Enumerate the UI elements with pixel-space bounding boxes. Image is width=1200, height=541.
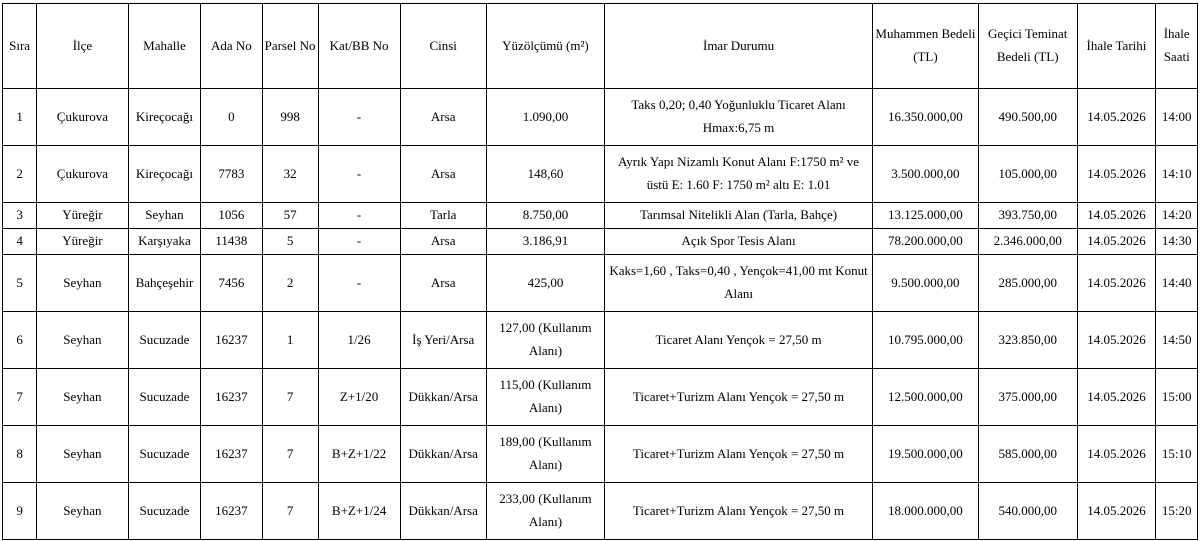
- cell-parsel-no: 7: [262, 426, 318, 483]
- cell-ada-no: 16237: [201, 369, 262, 426]
- cell-ada-no: 0: [201, 89, 262, 146]
- cell-sira: 6: [3, 312, 37, 369]
- cell-imar-durumu: Ticaret+Turizm Alanı Yençok = 27,50 m: [605, 426, 873, 483]
- cell-parsel-no: 7: [262, 369, 318, 426]
- table-row: [3, 312, 1198, 369]
- cell-ihale-saati: 14:00: [1156, 89, 1198, 146]
- cell-yuzolcumu: 1.090,00: [486, 89, 604, 146]
- cell-mahalle: Sucuzade: [128, 483, 201, 540]
- cell-kat-bb-no: Z+1/20: [318, 369, 400, 426]
- cell-imar-durumu: Açık Spor Tesis Alanı: [605, 229, 873, 255]
- cell-kat-bb-no: -: [318, 255, 400, 312]
- cell-cinsi: Dükkan/Arsa: [400, 483, 486, 540]
- cell-ihale-saati: 15:10: [1156, 426, 1198, 483]
- cell-ilce: Çukurova: [37, 89, 128, 146]
- cell-imar-durumu: Tarımsal Nitelikli Alan (Tarla, Bahçe): [605, 203, 873, 229]
- table-row: [3, 369, 1198, 426]
- cell-parsel-no: 1: [262, 312, 318, 369]
- cell-gecici-teminat: 375.000,00: [978, 369, 1077, 426]
- cell-ada-no: 1056: [201, 203, 262, 229]
- table-row: [3, 229, 1198, 255]
- cell-ilce: Seyhan: [37, 483, 128, 540]
- col-header-ihale-tarihi: İhale Tarihi: [1077, 4, 1156, 89]
- cell-ihale-saati: 14:40: [1156, 255, 1198, 312]
- cell-parsel-no: 2: [262, 255, 318, 312]
- cell-parsel-no: 5: [262, 229, 318, 255]
- cell-ada-no: 16237: [201, 483, 262, 540]
- cell-ihale-saati: 15:20: [1156, 483, 1198, 540]
- cell-yuzolcumu: 3.186,91: [486, 229, 604, 255]
- cell-yuzolcumu: 148,60: [486, 146, 604, 203]
- cell-ilce: Yüreğir: [37, 229, 128, 255]
- cell-yuzolcumu: 233,00 (Kullanım Alanı): [486, 483, 604, 540]
- table-row: [3, 89, 1198, 146]
- col-header-parsel-no: Parsel No: [262, 4, 318, 89]
- cell-gecici-teminat: 540.000,00: [978, 483, 1077, 540]
- cell-cinsi: İş Yeri/Arsa: [400, 312, 486, 369]
- cell-ihale-tarihi: 14.05.2026: [1077, 89, 1156, 146]
- cell-ihale-tarihi: 14.05.2026: [1077, 426, 1156, 483]
- cell-yuzolcumu: 8.750,00: [486, 203, 604, 229]
- cell-sira: 1: [3, 89, 37, 146]
- cell-ihale-saati: 14:20: [1156, 203, 1198, 229]
- cell-cinsi: Arsa: [400, 255, 486, 312]
- cell-gecici-teminat: 105.000,00: [978, 146, 1077, 203]
- cell-ada-no: 11438: [201, 229, 262, 255]
- cell-ihale-saati: 14:50: [1156, 312, 1198, 369]
- col-header-imar-durumu: İmar Durumu: [605, 4, 873, 89]
- cell-imar-durumu: Ayrık Yapı Nizamlı Konut Alanı F:1750 m² ve üstü E: 1.60 F: 1750 m² altı E: 1.01: [605, 146, 873, 203]
- cell-muhammen-bedeli: 16.350.000,00: [872, 89, 978, 146]
- cell-mahalle: Kireçocağı: [128, 89, 201, 146]
- cell-ada-no: 16237: [201, 312, 262, 369]
- cell-sira: 3: [3, 203, 37, 229]
- col-header-mahalle: Mahalle: [128, 4, 201, 89]
- cell-muhammen-bedeli: 19.500.000,00: [872, 426, 978, 483]
- cell-mahalle: Bahçeşehir: [128, 255, 201, 312]
- cell-mahalle: Sucuzade: [128, 369, 201, 426]
- table-row: [3, 483, 1198, 540]
- cell-cinsi: Dükkan/Arsa: [400, 369, 486, 426]
- cell-ihale-tarihi: 14.05.2026: [1077, 203, 1156, 229]
- cell-parsel-no: 7: [262, 483, 318, 540]
- cell-kat-bb-no: -: [318, 146, 400, 203]
- cell-ilce: Seyhan: [37, 426, 128, 483]
- cell-sira: 5: [3, 255, 37, 312]
- cell-sira: 2: [3, 146, 37, 203]
- cell-ihale-tarihi: 14.05.2026: [1077, 369, 1156, 426]
- cell-ihale-tarihi: 14.05.2026: [1077, 312, 1156, 369]
- cell-ada-no: 7456: [201, 255, 262, 312]
- cell-ada-no: 16237: [201, 426, 262, 483]
- col-header-muhammen-bedeli: Muhammen Bedeli (TL): [872, 4, 978, 89]
- cell-muhammen-bedeli: 10.795.000,00: [872, 312, 978, 369]
- cell-kat-bb-no: B+Z+1/22: [318, 426, 400, 483]
- cell-muhammen-bedeli: 78.200.000,00: [872, 229, 978, 255]
- cell-kat-bb-no: -: [318, 89, 400, 146]
- cell-parsel-no: 998: [262, 89, 318, 146]
- cell-gecici-teminat: 393.750,00: [978, 203, 1077, 229]
- cell-mahalle: Sucuzade: [128, 426, 201, 483]
- cell-gecici-teminat: 323.850,00: [978, 312, 1077, 369]
- cell-mahalle: Sucuzade: [128, 312, 201, 369]
- cell-ihale-tarihi: 14.05.2026: [1077, 146, 1156, 203]
- cell-muhammen-bedeli: 18.000.000,00: [872, 483, 978, 540]
- col-header-ada-no: Ada No: [201, 4, 262, 89]
- cell-cinsi: Arsa: [400, 229, 486, 255]
- col-header-ilce: İlçe: [37, 4, 128, 89]
- col-header-cinsi: Cinsi: [400, 4, 486, 89]
- cell-gecici-teminat: 285.000,00: [978, 255, 1077, 312]
- cell-ihale-tarihi: 14.05.2026: [1077, 483, 1156, 540]
- cell-parsel-no: 57: [262, 203, 318, 229]
- cell-muhammen-bedeli: 3.500.000,00: [872, 146, 978, 203]
- cell-cinsi: Dükkan/Arsa: [400, 426, 486, 483]
- col-header-ihale-saati: İhale Saati: [1156, 4, 1198, 89]
- cell-ilce: Seyhan: [37, 312, 128, 369]
- cell-sira: 4: [3, 229, 37, 255]
- auction-table: [2, 3, 1198, 540]
- cell-imar-durumu: Ticaret+Turizm Alanı Yençok = 27,50 m: [605, 369, 873, 426]
- col-header-sira: Sıra: [3, 4, 37, 89]
- cell-sira: 7: [3, 369, 37, 426]
- cell-yuzolcumu: 425,00: [486, 255, 604, 312]
- table-row: [3, 255, 1198, 312]
- cell-ihale-saati: 14:30: [1156, 229, 1198, 255]
- cell-ihale-saati: 14:10: [1156, 146, 1198, 203]
- cell-kat-bb-no: -: [318, 229, 400, 255]
- cell-ihale-saati: 15:00: [1156, 369, 1198, 426]
- col-header-gecici-teminat: Geçici Teminat Bedeli (TL): [978, 4, 1077, 89]
- header-row: [3, 4, 1198, 89]
- cell-muhammen-bedeli: 12.500.000,00: [872, 369, 978, 426]
- cell-muhammen-bedeli: 9.500.000,00: [872, 255, 978, 312]
- cell-mahalle: Kireçocağı: [128, 146, 201, 203]
- col-header-kat-bb-no: Kat/BB No: [318, 4, 400, 89]
- cell-gecici-teminat: 585.000,00: [978, 426, 1077, 483]
- cell-muhammen-bedeli: 13.125.000,00: [872, 203, 978, 229]
- table-row: [3, 146, 1198, 203]
- cell-ilce: Yüreğir: [37, 203, 128, 229]
- cell-gecici-teminat: 2.346.000,00: [978, 229, 1077, 255]
- cell-kat-bb-no: 1/26: [318, 312, 400, 369]
- cell-imar-durumu: Kaks=1,60 , Taks=0,40 , Yençok=41,00 mt Konut Alanı: [605, 255, 873, 312]
- cell-yuzolcumu: 115,00 (Kullanım Alanı): [486, 369, 604, 426]
- cell-cinsi: Arsa: [400, 146, 486, 203]
- cell-ilce: Çukurova: [37, 146, 128, 203]
- cell-mahalle: Seyhan: [128, 203, 201, 229]
- cell-yuzolcumu: 189,00 (Kullanım Alanı): [486, 426, 604, 483]
- cell-cinsi: Tarla: [400, 203, 486, 229]
- cell-parsel-no: 32: [262, 146, 318, 203]
- cell-kat-bb-no: -: [318, 203, 400, 229]
- cell-ada-no: 7783: [201, 146, 262, 203]
- cell-imar-durumu: Ticaret Alanı Yençok = 27,50 m: [605, 312, 873, 369]
- cell-cinsi: Arsa: [400, 89, 486, 146]
- cell-kat-bb-no: B+Z+1/24: [318, 483, 400, 540]
- cell-ihale-tarihi: 14.05.2026: [1077, 229, 1156, 255]
- cell-imar-durumu: Taks 0,20; 0,40 Yoğunluklu Ticaret Alanı Hmax:6,75 m: [605, 89, 873, 146]
- col-header-yuzolcumu: Yüzölçümü (m²): [486, 4, 604, 89]
- table-row: [3, 426, 1198, 483]
- cell-imar-durumu: Ticaret+Turizm Alanı Yençok = 27,50 m: [605, 483, 873, 540]
- cell-yuzolcumu: 127,00 (Kullanım Alanı): [486, 312, 604, 369]
- cell-mahalle: Karşıyaka: [128, 229, 201, 255]
- cell-sira: 9: [3, 483, 37, 540]
- cell-ihale-tarihi: 14.05.2026: [1077, 255, 1156, 312]
- cell-sira: 8: [3, 426, 37, 483]
- cell-ilce: Seyhan: [37, 369, 128, 426]
- cell-gecici-teminat: 490.500,00: [978, 89, 1077, 146]
- cell-ilce: Seyhan: [37, 255, 128, 312]
- table-row: [3, 203, 1198, 229]
